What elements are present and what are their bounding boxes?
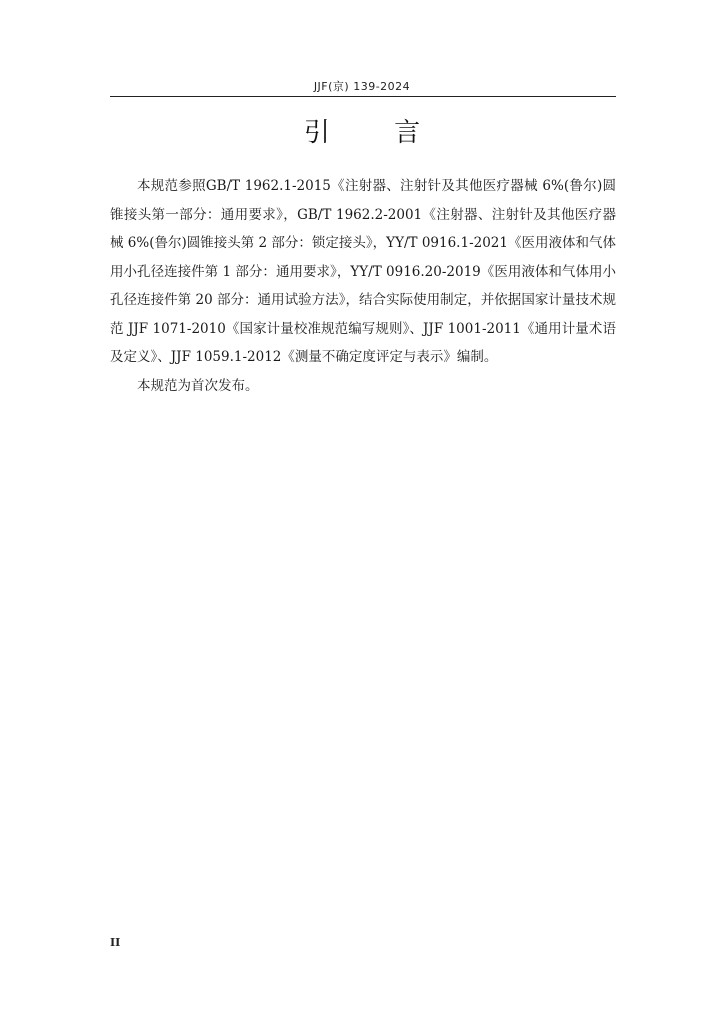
- header-rule: [110, 96, 616, 97]
- body-text: [110, 172, 616, 400]
- running-header: JJF(京) 139-2024: [313, 80, 411, 93]
- paragraph-first-release: 本规范为首次发布。: [137, 377, 259, 394]
- paragraph-intro: 本规范参照GB/T 1962.1-2015《注射器、注射针及其他医疗器械 6%(鲁尔)圆锥接头第一部分：通用要求》，GB/T 1962.2-2001《注射器、注射针及其他医疗器械 6%(鲁尔)圆锥接头第 2 部分：锁定接头》，YY/T 0916.1-2021《医用液体和气体用小孔径连接件第 1 部分：通用要求》，YY/T 0916.20-2019《医用液体和气体用小孔径连接件第 20 部分：通用试验方法》，结合实际使用制定，并依据国家计量技术规范 JJF 1071-2010《国家计量校准规范编写规则》、JJF 1001-2011《通用计量术语及定义》、JJF 1059.1-2012《测量不确定度评定与表示》编制。: [110, 178, 616, 365]
- page-title: 引 言: [303, 118, 449, 148]
- page-number: II: [110, 936, 121, 949]
